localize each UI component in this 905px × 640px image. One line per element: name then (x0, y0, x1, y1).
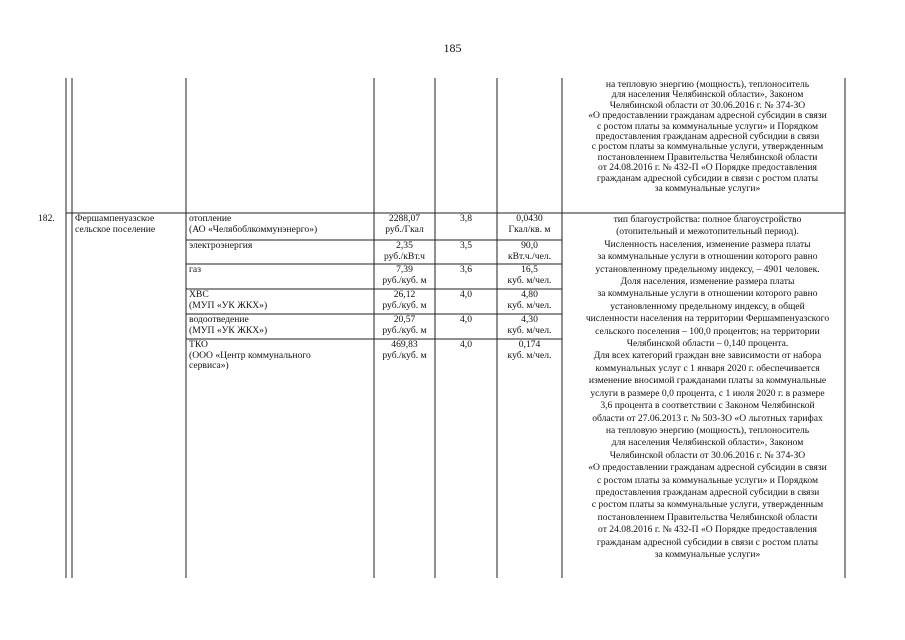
service-name (189, 340, 311, 372)
service-line: сервиса») (189, 360, 229, 372)
note-line: тип благоустройства: полное благоустройство (613, 214, 802, 225)
service-line: отопление (189, 213, 232, 224)
norm-cell (497, 290, 562, 311)
norm-unit: кВт.ч./чел. (507, 250, 552, 262)
norm-value: 90,0 (521, 240, 538, 251)
service-line: (МУП «УК ЖКХ») (189, 299, 268, 311)
tariff-cell (374, 241, 435, 262)
growth-cell: 4,0 (460, 289, 472, 300)
note-line: для населения Челябинской области», Законом (611, 437, 804, 449)
norm-value: 16,5 (521, 264, 538, 275)
note-line: постановлением Правительства Челябинской области (597, 511, 818, 523)
note-line: Численность населения, изменение размера платы (604, 238, 811, 250)
municipality-name (75, 214, 155, 235)
municipality-line: Фершампенуазское (75, 213, 155, 224)
norm-unit: куб. м/чел. (507, 349, 552, 361)
note-line: «О предоставлении гражданам адресной субсидии в связи (588, 110, 827, 122)
tariff-value: 469,83 (391, 339, 418, 350)
note-line: с ростом платы за коммунальные услуги, утвержденным (591, 141, 824, 153)
note-line: за коммунальные услуги в отношении которого равно (597, 288, 818, 300)
note-line: постановлением Правительства Челябинской области (597, 151, 818, 163)
norm-cell (497, 340, 562, 361)
note-line: с ростом платы за коммунальные услуги» и Порядком (596, 474, 819, 486)
note-line: Челябинской области от 30.06.2016 г. № 374-ЗО (609, 99, 806, 111)
tariff-cell (374, 315, 435, 336)
note-line: установленному предельному индексу, – 4901 человек. (595, 263, 820, 275)
tariff-value: 20,57 (393, 314, 416, 325)
tariff-unit: руб./Гкал (385, 223, 424, 235)
note-line: изменение вносимой гражданами платы за коммунальные (588, 375, 827, 387)
tariff-value: 2288,07 (388, 213, 421, 224)
norm-unit: Гкал/кв. м (508, 223, 551, 235)
norm-cell (497, 265, 562, 286)
note-line: предоставления гражданам адресной субсидии в связи (595, 486, 820, 498)
service-line: ХВС (189, 289, 209, 300)
tariff-unit: руб./куб. м (382, 299, 427, 311)
growth-cell: 4,0 (460, 314, 472, 325)
norm-unit: куб. м/чел. (507, 274, 552, 286)
norm-value: 4,30 (521, 314, 538, 325)
continued-note (570, 80, 845, 194)
municipality-line: сельское поселение (75, 223, 156, 235)
tariff-unit: руб./куб. м (382, 274, 427, 286)
page-number: 185 (443, 41, 462, 55)
service-line: (АО «Челябоблкоммунэнерго») (189, 223, 318, 235)
note-line: Челябинской области – 0,140 процента. (626, 338, 789, 350)
service-line: водоотведение (189, 314, 249, 325)
service-line: ТКО (189, 339, 208, 350)
service-name (189, 315, 267, 336)
note-line: предоставления гражданам адресной субсидии в связи (595, 131, 820, 143)
note-line: численности населения на территории Фершампенуазского (585, 313, 830, 325)
note-line: гражданам адресной субсидии в связи с ростом платы (596, 536, 819, 548)
tariff-unit: руб./куб. м (382, 349, 427, 361)
norm-value: 4,80 (521, 289, 538, 300)
tariff-value: 7,39 (396, 264, 413, 275)
note-line: за коммунальные услуги в отношении которого равно (597, 251, 818, 263)
note-line: области от 27.06.2013 г. № 503-ЗО «О льготных тарифах (592, 412, 823, 424)
note-line: за коммунальные услуги» (654, 183, 761, 195)
growth-cell: 3,6 (460, 264, 472, 275)
note-line: 3,6 процента в соответствии с Законом Челябинской (600, 400, 815, 412)
norm-cell (497, 214, 562, 235)
norm-value: 0,0430 (516, 213, 543, 224)
row-number: 182. (38, 213, 55, 224)
tariff-value: 26,12 (393, 289, 416, 300)
note-line: на тепловую энергию (мощность), теплоноситель (605, 79, 810, 90)
growth-cell: 3,8 (460, 213, 472, 224)
norm-cell (497, 315, 562, 336)
note-line: для населения Челябинской области», Законом (611, 89, 804, 101)
tariff-cell (374, 214, 435, 235)
norm-cell (497, 241, 562, 262)
note-line: гражданам адресной субсидии в связи с ростом платы (596, 172, 819, 184)
tariff-unit: руб./кВт.ч (383, 250, 426, 262)
service-name: газ (189, 264, 201, 275)
norm-value: 0,174 (518, 339, 541, 350)
tariff-cell (374, 265, 435, 286)
tariff-unit: руб./куб. м (382, 324, 427, 336)
norm-unit: куб. м/чел. (507, 324, 552, 336)
note-line: Для всех категорий граждан вне зависимости от набора (593, 350, 822, 362)
tariff-cell (374, 290, 435, 311)
note-line: сельского поселения – 100,0 процентов; на территории (595, 325, 820, 337)
note-line: за коммунальные услуги» (654, 548, 761, 560)
norm-unit: куб. м/чел. (507, 299, 552, 311)
note-line: коммунальных услуг с 1 января 2020 г. обеспечивается (595, 362, 820, 374)
note-line: Доля населения, изменение размера платы (620, 276, 795, 288)
service-name (189, 214, 317, 235)
note-line: с ростом платы за коммунальные услуги» и Порядком (596, 120, 819, 132)
service-line: (ООО «Центр коммунального (189, 349, 311, 361)
note-line: от 24.08.2016 г. № 432-П «О Порядке предоставления (598, 162, 817, 174)
service-line: (МУП «УК ЖКХ») (189, 324, 268, 336)
service-name (189, 290, 267, 311)
row-note (570, 214, 845, 561)
note-line: на тепловую энергию (мощность), теплоноситель (605, 424, 810, 436)
note-line: «О предоставлении гражданам адресной субсидии в связи (588, 462, 827, 474)
service-name: электроэнергия (189, 240, 253, 251)
note-line: с ростом платы за коммунальные услуги, утвержденным (591, 499, 824, 511)
tariff-cell (374, 340, 435, 361)
note-line: установленному предельному индексу, в общей (610, 300, 805, 312)
note-line: Челябинской области от 30.06.2016 г. № 374-ЗО (609, 449, 806, 461)
growth-cell: 3,5 (460, 240, 472, 251)
note-line: услуги в размере 0,0 процента, с 1 июля 2020 г. в размере (590, 387, 825, 399)
note-line: от 24.08.2016 г. № 432-П «О Порядке предоставления (598, 524, 817, 536)
growth-cell: 4,0 (460, 339, 472, 350)
note-line: (отопительный и межотопительный период). (616, 226, 799, 238)
tariff-value: 2,35 (396, 240, 413, 251)
